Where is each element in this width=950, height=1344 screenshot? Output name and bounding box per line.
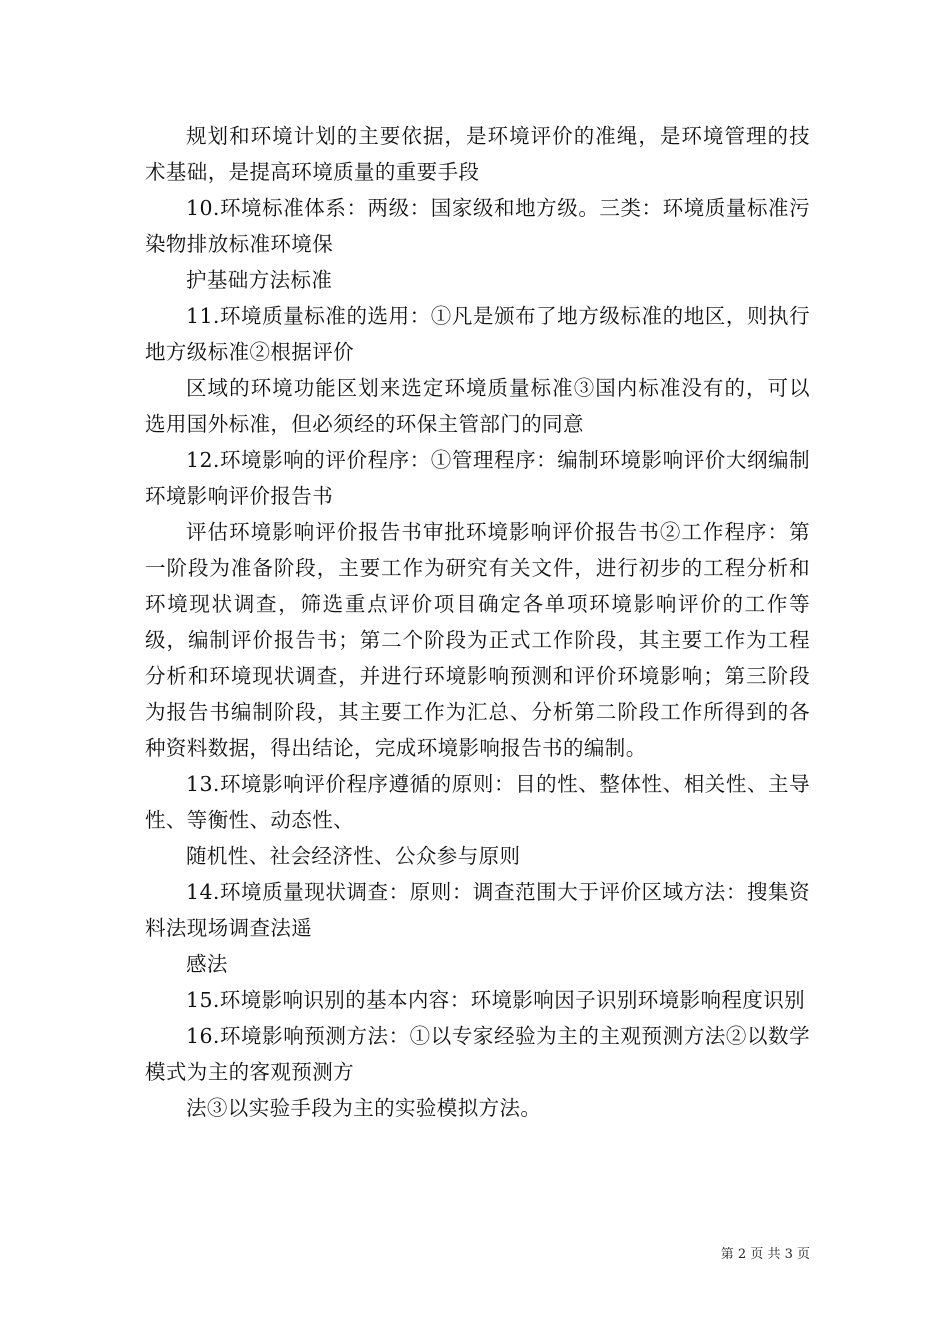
paragraph-1: 规划和环境计划的主要依据，是环境评价的准绳，是环境管理的技术基础，是提高环境质量的重要手段 — [145, 124, 810, 184]
page-number-footer: 第 2 页 共 3 页 — [720, 1247, 810, 1262]
paragraph-9: 随机性、社会经济性、公众参与原则 — [186, 844, 521, 868]
paragraph-10: 14.环境质量现状调查：原则：调查范围大于评价区域方法：搜集资料法现场调查法遥 — [145, 880, 810, 940]
paragraph-13: 16.环境影响预测方法：①以专家经验为主的主观预测方法②以数学模式为主的客观预测方 — [145, 1024, 810, 1084]
paragraph-8: 13.环境影响评价程序遵循的原则：目的性、整体性、相关性、主导性、等衡性、动态性、 — [145, 772, 810, 832]
paragraph-12: 15.环境影响识别的基本内容：环境影响因子识别环境影响程度识别 — [186, 988, 805, 1012]
paragraph-2: 10.环境标准体系：两级：国家级和地方级。三类：环境质量标准污染物排放标准环境保 — [145, 196, 810, 256]
paragraph-5: 区域的环境功能区划来选定环境质量标准③国内标准没有的，可以选用国外标准，但必须经的环保主管部门的同意 — [145, 376, 810, 436]
paragraph-14: 法③以实验手段为主的实验模拟方法。 — [186, 1096, 542, 1120]
document-body — [145, 118, 810, 1126]
paragraph-4: 11.环境质量标准的选用：①凡是颁布了地方级标准的地区，则执行地方级标准②根据评价 — [145, 304, 810, 364]
paragraph-3: 护基础方法标准 — [186, 268, 333, 292]
paragraph-7: 评估环境影响评价报告书审批环境影响评价报告书②工作程序：第一阶段为准备阶段，主要工作为研究有关文件，进行初步的工程分析和环境现状调查，筛选重点评价项目确定各单项环境影响评价的工作等级，编制评价报告书；第二个阶段为正式工作阶段，其主要工作为工程分析和环境现状调查，并进行环境影响预测和评价环境影响；第三阶段为报告书编制阶段，其主要工作为汇总、分析第二阶段工作所得到的各种资料数据，得出结论，完成环境影响报告书的编制。 — [145, 520, 810, 760]
paragraph-11: 感法 — [186, 952, 228, 976]
paragraph-6: 12.环境影响的评价程序：①管理程序：编制环境影响评价大纲编制环境影响评价报告书 — [145, 448, 810, 508]
